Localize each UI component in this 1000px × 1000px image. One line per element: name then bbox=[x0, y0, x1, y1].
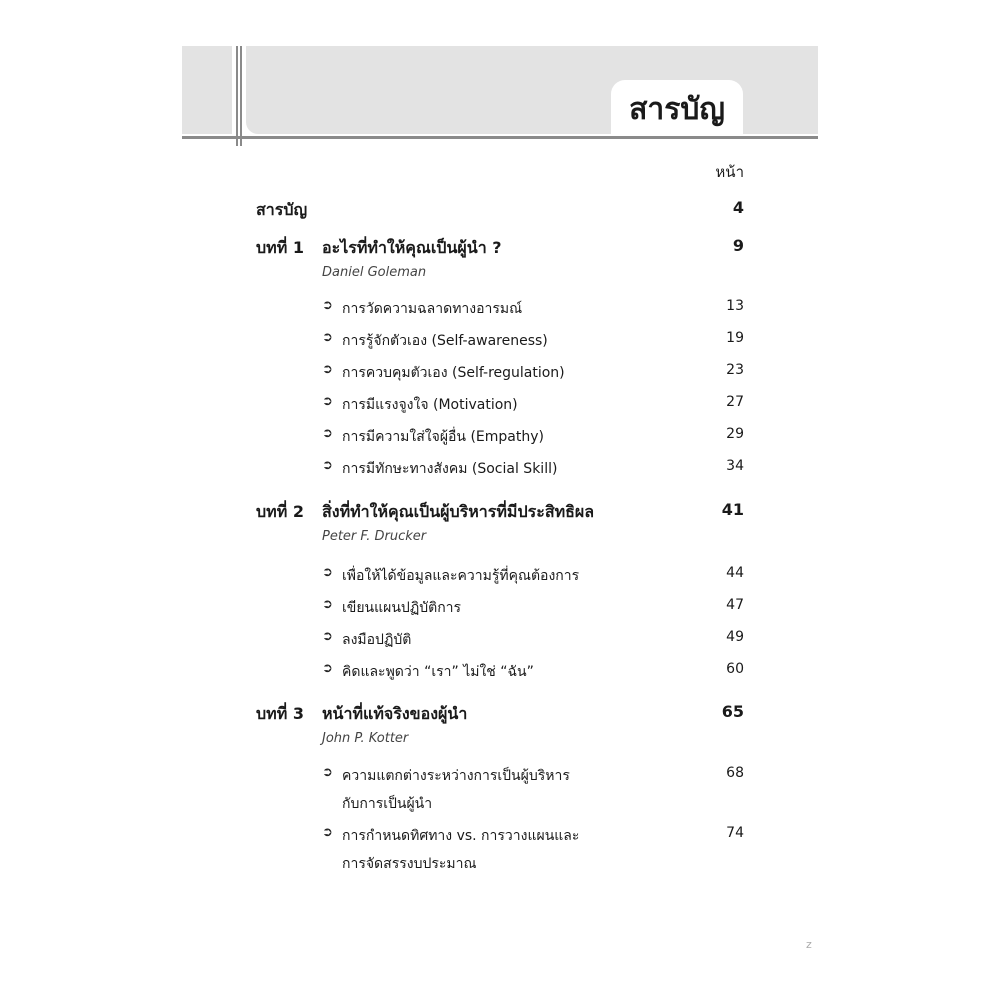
chapter-author: John P. Kotter bbox=[322, 731, 409, 746]
toc-intro-label: สารบัญ bbox=[256, 200, 308, 219]
toc-item[interactable] bbox=[0, 597, 1000, 623]
arrow-bullet-icon: ➲ bbox=[322, 330, 333, 345]
toc-item-text-line2: กับการเป็นผู้นำ bbox=[342, 796, 433, 812]
chapter-row[interactable] bbox=[0, 500, 1000, 526]
toc-item-page: 13 bbox=[726, 298, 744, 314]
toc-item[interactable] bbox=[0, 298, 1000, 324]
toc-item-page: 29 bbox=[726, 426, 744, 442]
toc-item[interactable] bbox=[0, 629, 1000, 655]
toc-item-page: 47 bbox=[726, 597, 744, 613]
toc-item-text: การวัดความฉลาดทางอารมณ์ bbox=[342, 301, 523, 317]
toc-row-intro[interactable] bbox=[0, 198, 1000, 224]
chapter-title: หน้าที่แท้จริงของผู้นำ bbox=[322, 704, 468, 723]
chapter-author: Peter F. Drucker bbox=[322, 529, 427, 544]
page-title: สารบัญ bbox=[629, 92, 725, 127]
toc-item-page: 34 bbox=[726, 458, 744, 474]
toc-item[interactable] bbox=[0, 394, 1000, 420]
toc-item[interactable] bbox=[0, 426, 1000, 452]
arrow-bullet-icon: ➲ bbox=[322, 661, 333, 676]
toc-intro-page: 4 bbox=[732, 198, 744, 217]
toc-item-text: การกำหนดทิศทาง vs. การวางแผนและ bbox=[342, 828, 580, 844]
toc-item-text: คิดและพูดว่า “เรา” ไม่ใช่ “ฉัน” bbox=[342, 664, 534, 680]
arrow-bullet-icon: ➲ bbox=[322, 426, 333, 441]
toc-item-page: 68 bbox=[726, 765, 744, 781]
header-rule bbox=[182, 136, 818, 139]
toc-item-text-line2: การจัดสรรงบประมาณ bbox=[342, 856, 477, 872]
arrow-bullet-icon: ➲ bbox=[322, 394, 333, 409]
toc-item-text: ความแตกต่างระหว่างการเป็นผู้บริหาร bbox=[342, 768, 570, 784]
toc-item-text: การควบคุมตัวเอง (Self-regulation) bbox=[342, 365, 565, 381]
arrow-bullet-icon: ➲ bbox=[322, 629, 333, 644]
toc-item-text: เขียนแผนปฏิบัติการ bbox=[342, 600, 462, 616]
header-divider-line bbox=[236, 46, 238, 146]
toc-item-page: 60 bbox=[726, 661, 744, 677]
corner-mark: z bbox=[806, 938, 812, 951]
toc-item[interactable] bbox=[0, 330, 1000, 356]
toc-item-text: เพื่อให้ได้ข้อมูลและความรู้ที่คุณต้องการ bbox=[342, 568, 580, 584]
chapter-label: บทที่ 2 bbox=[256, 502, 304, 521]
chapter-row[interactable] bbox=[0, 236, 1000, 262]
toc-item-text: ลงมือปฏิบัติ bbox=[342, 632, 412, 648]
arrow-bullet-icon: ➲ bbox=[322, 458, 333, 473]
toc-item[interactable] bbox=[0, 765, 1000, 791]
toc-item-continuation bbox=[0, 793, 1000, 819]
toc-item-page: 74 bbox=[726, 825, 744, 841]
arrow-bullet-icon: ➲ bbox=[322, 597, 333, 612]
chapter-row[interactable] bbox=[0, 702, 1000, 728]
toc-item[interactable] bbox=[0, 825, 1000, 851]
toc-item[interactable] bbox=[0, 661, 1000, 687]
toc-item-page: 44 bbox=[726, 565, 744, 581]
arrow-bullet-icon: ➲ bbox=[322, 298, 333, 313]
chapter-title: อะไรที่ทำให้คุณเป็นผู้นำ ? bbox=[322, 238, 502, 257]
chapter-label: บทที่ 3 bbox=[256, 704, 304, 723]
toc-item-text: การมีความใส่ใจผู้อื่น (Empathy) bbox=[342, 429, 544, 445]
toc-item[interactable] bbox=[0, 458, 1000, 484]
toc-item-text: การรู้จักตัวเอง (Self-awareness) bbox=[342, 333, 548, 349]
toc-item-page: 27 bbox=[726, 394, 744, 410]
chapter-title: สิ่งที่ทำให้คุณเป็นผู้บริหารที่มีประสิทธิผล bbox=[322, 502, 595, 521]
header-band-left bbox=[182, 46, 232, 134]
page-column-label: หน้า bbox=[715, 163, 744, 181]
toc-item-page: 19 bbox=[726, 330, 744, 346]
arrow-bullet-icon: ➲ bbox=[322, 565, 333, 580]
toc-item-page: 49 bbox=[726, 629, 744, 645]
toc-item[interactable] bbox=[0, 362, 1000, 388]
chapter-author: Daniel Goleman bbox=[322, 265, 427, 280]
toc-item-text: การมีแรงจูงใจ (Motivation) bbox=[342, 397, 518, 413]
chapter-page: 41 bbox=[721, 500, 744, 519]
arrow-bullet-icon: ➲ bbox=[322, 362, 333, 377]
toc-item-page: 23 bbox=[726, 362, 744, 378]
arrow-bullet-icon: ➲ bbox=[322, 765, 333, 780]
chapter-page: 9 bbox=[732, 236, 744, 255]
toc-item[interactable] bbox=[0, 565, 1000, 591]
chapter-label: บทที่ 1 bbox=[256, 238, 304, 257]
header-divider-line bbox=[240, 46, 242, 146]
toc-item-continuation bbox=[0, 853, 1000, 879]
arrow-bullet-icon: ➲ bbox=[322, 825, 333, 840]
toc-item-text: การมีทักษะทางสังคม (Social Skill) bbox=[342, 461, 558, 477]
chapter-page: 65 bbox=[721, 702, 744, 721]
